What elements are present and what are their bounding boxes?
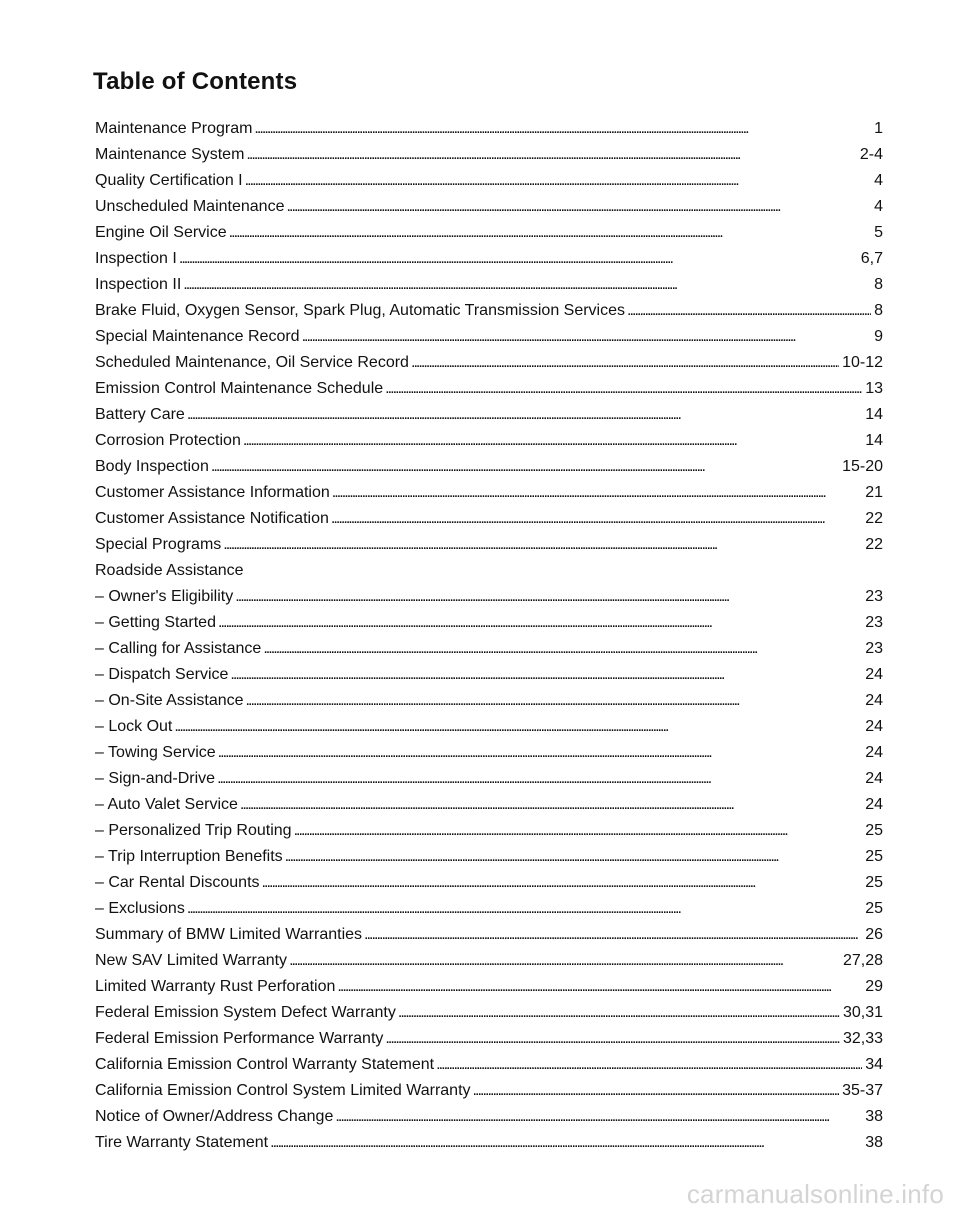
toc-entry [95, 896, 883, 922]
toc-entry [95, 116, 883, 142]
toc-dot-leader [218, 740, 863, 766]
toc-entry-page: 24 [865, 666, 883, 683]
toc-entry-label: Roadside Assistance [95, 562, 244, 579]
toc-entry-label: Emission Control Maintenance Schedule [95, 380, 384, 397]
toc-dot-leader [385, 376, 862, 402]
toc-entry-page: 9 [874, 328, 883, 345]
page-title: Table of Contents [93, 68, 298, 95]
toc-entry-page: 5 [874, 224, 883, 241]
toc-entry [95, 974, 883, 1000]
toc-entry [95, 1078, 883, 1104]
toc-entry-page: 24 [865, 796, 883, 813]
toc-entry-label: – Trip Interruption Benefits [95, 848, 283, 865]
toc-dot-leader [270, 1130, 862, 1156]
toc-dot-leader [398, 1000, 840, 1026]
toc-entry [95, 194, 883, 220]
toc-entry-label: Summary of BMW Limited Warranties [95, 926, 363, 943]
toc-dot-leader [183, 272, 871, 298]
toc-entry-label: – Auto Valet Service [95, 796, 238, 813]
toc-dot-leader [262, 870, 863, 896]
toc-entry [95, 636, 883, 662]
toc-entry-page: 27,28 [842, 952, 883, 969]
toc-entry-label: Corrosion Protection [95, 432, 241, 449]
toc-entry-label: Inspection I [95, 250, 177, 267]
toc-dot-leader [294, 818, 863, 844]
toc-entry-label: Notice of Owner/Address Change [95, 1108, 334, 1125]
toc-entry [95, 454, 883, 480]
toc-entry [95, 1130, 883, 1156]
toc-entry-page: 4 [874, 198, 883, 215]
toc-entry-page: 10-12 [842, 354, 883, 371]
toc-entry [95, 948, 883, 974]
toc-entry-label: Federal Emission Performance Warranty [95, 1030, 384, 1047]
toc-entry-label: Brake Fluid, Oxygen Sensor, Spark Plug, Automatic Transmission Services [95, 302, 626, 319]
toc-entry [95, 168, 883, 194]
toc-entry [95, 272, 883, 298]
toc-entry-label: Body Inspection [95, 458, 209, 475]
toc-entry [95, 922, 883, 948]
toc-dot-leader [331, 506, 862, 532]
toc-entry [95, 766, 883, 792]
toc-entry-label: Limited Warranty Rust Perforation [95, 978, 336, 995]
toc-entry-label: Quality Certification I [95, 172, 243, 189]
toc-entry [95, 350, 883, 376]
toc-entry-page: 38 [865, 1134, 883, 1151]
toc-entry-page: 25 [865, 874, 883, 891]
toc-dot-leader [364, 922, 862, 948]
toc-entry-label: Maintenance Program [95, 120, 253, 137]
toc-entry [95, 324, 883, 350]
toc-dot-leader [337, 974, 862, 1000]
toc-dot-leader [627, 298, 871, 324]
toc-dot-leader [218, 610, 862, 636]
toc-entry-page: 4 [874, 172, 883, 189]
toc-entry-page: 21 [865, 484, 883, 501]
toc-dot-leader [229, 220, 871, 246]
toc-entry-label: – Lock Out [95, 718, 173, 735]
toc-entry-page: 32,33 [842, 1030, 883, 1047]
toc-dot-leader [223, 532, 862, 558]
toc-entry-page: 25 [865, 822, 883, 839]
toc-entry [95, 376, 883, 402]
toc-entry-label: – Dispatch Service [95, 666, 229, 683]
toc-dot-leader [240, 792, 862, 818]
toc-entry [95, 584, 883, 610]
toc-entry-label: Tire Warranty Statement [95, 1134, 269, 1151]
toc-dot-leader [179, 246, 858, 272]
toc-dot-leader [243, 428, 862, 454]
toc-entry-label: Special Programs [95, 536, 222, 553]
toc-entry [95, 1000, 883, 1026]
toc-entry [95, 818, 883, 844]
toc-entry [95, 428, 883, 454]
toc-entry [95, 1026, 883, 1052]
toc-entry-label: Federal Emission System Defect Warranty [95, 1004, 396, 1021]
toc-entry-label: Inspection II [95, 276, 182, 293]
toc-entry-page: 15-20 [842, 458, 883, 475]
toc-dot-leader [235, 584, 862, 610]
toc-entry-page: 1 [874, 120, 883, 137]
toc-entry-page: 24 [865, 744, 883, 761]
toc-entry-label: Customer Assistance Information [95, 484, 330, 501]
toc-entry [95, 844, 883, 870]
toc-entry-page: 29 [865, 978, 883, 995]
toc-entry [95, 532, 883, 558]
toc-dot-leader [245, 168, 871, 194]
toc-dot-leader [187, 896, 862, 922]
toc-entry [95, 298, 883, 324]
toc-entry-label: – Getting Started [95, 614, 216, 631]
toc-entry-page: 35-37 [842, 1082, 883, 1099]
toc-entry-label: Special Maintenance Record [95, 328, 300, 345]
toc-entry-label: Unscheduled Maintenance [95, 198, 285, 215]
toc-entry-label: Battery Care [95, 406, 185, 423]
toc-entry-label: California Emission Control Warranty Statement [95, 1056, 435, 1073]
toc-dot-leader [263, 636, 862, 662]
toc-entry-page: 38 [865, 1108, 883, 1125]
toc-entry-page: 8 [874, 276, 883, 293]
toc-entry [95, 714, 883, 740]
toc-entry-page: 23 [865, 640, 883, 657]
toc-dot-leader [411, 350, 839, 376]
toc-entry-page: 22 [865, 536, 883, 553]
toc-dot-leader [217, 766, 862, 792]
toc-entry-label: – Owner's Eligibility [95, 588, 234, 605]
toc-entry-label: – On-Site Assistance [95, 692, 244, 709]
toc-dot-leader [332, 480, 862, 506]
table-of-contents [95, 116, 883, 1156]
toc-entry-page: 8 [874, 302, 883, 319]
toc-entry [95, 402, 883, 428]
toc-entry [95, 480, 883, 506]
toc-entry [95, 220, 883, 246]
toc-entry-page: 22 [865, 510, 883, 527]
toc-entry [95, 246, 883, 272]
toc-entry-label: – Exclusions [95, 900, 185, 917]
toc-dot-leader [302, 324, 872, 350]
toc-entry-page: 6,7 [860, 250, 883, 267]
toc-entry [95, 142, 883, 168]
toc-dot-leader [254, 116, 871, 142]
toc-dot-leader [211, 454, 839, 480]
toc-entry-page: 30,31 [842, 1004, 883, 1021]
toc-entry-label: New SAV Limited Warranty [95, 952, 288, 969]
toc-entry-label: Scheduled Maintenance, Oil Service Record [95, 354, 409, 371]
toc-entry-page: 23 [865, 588, 883, 605]
toc-entry-page: 24 [865, 718, 883, 735]
toc-entry-label: – Personalized Trip Routing [95, 822, 292, 839]
toc-entry-page: 23 [865, 614, 883, 631]
toc-dot-leader [385, 1026, 840, 1052]
toc-entry [95, 506, 883, 532]
toc-entry [95, 662, 883, 688]
toc-dot-leader [335, 1104, 862, 1130]
toc-entry-page: 34 [865, 1056, 883, 1073]
toc-entry-label: – Sign-and-Drive [95, 770, 216, 787]
toc-dot-leader [174, 714, 862, 740]
toc-entry-page: 14 [865, 432, 883, 449]
toc-entry-page: 25 [865, 900, 883, 917]
toc-entry-label: Engine Oil Service [95, 224, 227, 241]
toc-entry [95, 1104, 883, 1130]
toc-entry [95, 792, 883, 818]
toc-dot-leader [286, 194, 871, 220]
toc-entry-label: – Car Rental Discounts [95, 874, 260, 891]
toc-entry-page: 13 [865, 380, 883, 397]
toc-dot-leader [473, 1078, 840, 1104]
toc-entry-label: – Towing Service [95, 744, 216, 761]
toc-dot-leader [246, 142, 856, 168]
toc-entry-label: Customer Assistance Notification [95, 510, 329, 527]
toc-dot-leader [246, 688, 863, 714]
toc-dot-leader [187, 402, 862, 428]
toc-dot-leader [230, 662, 862, 688]
toc-entry-page: 26 [865, 926, 883, 943]
toc-entry-page: 14 [865, 406, 883, 423]
toc-entry-label: Maintenance System [95, 146, 245, 163]
toc-entry [95, 870, 883, 896]
toc-entry [95, 688, 883, 714]
toc-entry [95, 558, 883, 584]
toc-entry-page: 25 [865, 848, 883, 865]
toc-dot-leader [285, 844, 863, 870]
toc-dot-leader [436, 1052, 862, 1078]
toc-entry-page: 24 [865, 770, 883, 787]
watermark: carmanualsonline.info [686, 1179, 944, 1209]
toc-entry-label: – Calling for Assistance [95, 640, 262, 657]
toc-entry [95, 610, 883, 636]
toc-dot-leader [289, 948, 840, 974]
toc-entry-page: 2-4 [859, 146, 883, 163]
toc-entry-page: 24 [865, 692, 883, 709]
toc-entry [95, 740, 883, 766]
toc-entry-label: California Emission Control System Limited Warranty [95, 1082, 471, 1099]
toc-entry [95, 1052, 883, 1078]
